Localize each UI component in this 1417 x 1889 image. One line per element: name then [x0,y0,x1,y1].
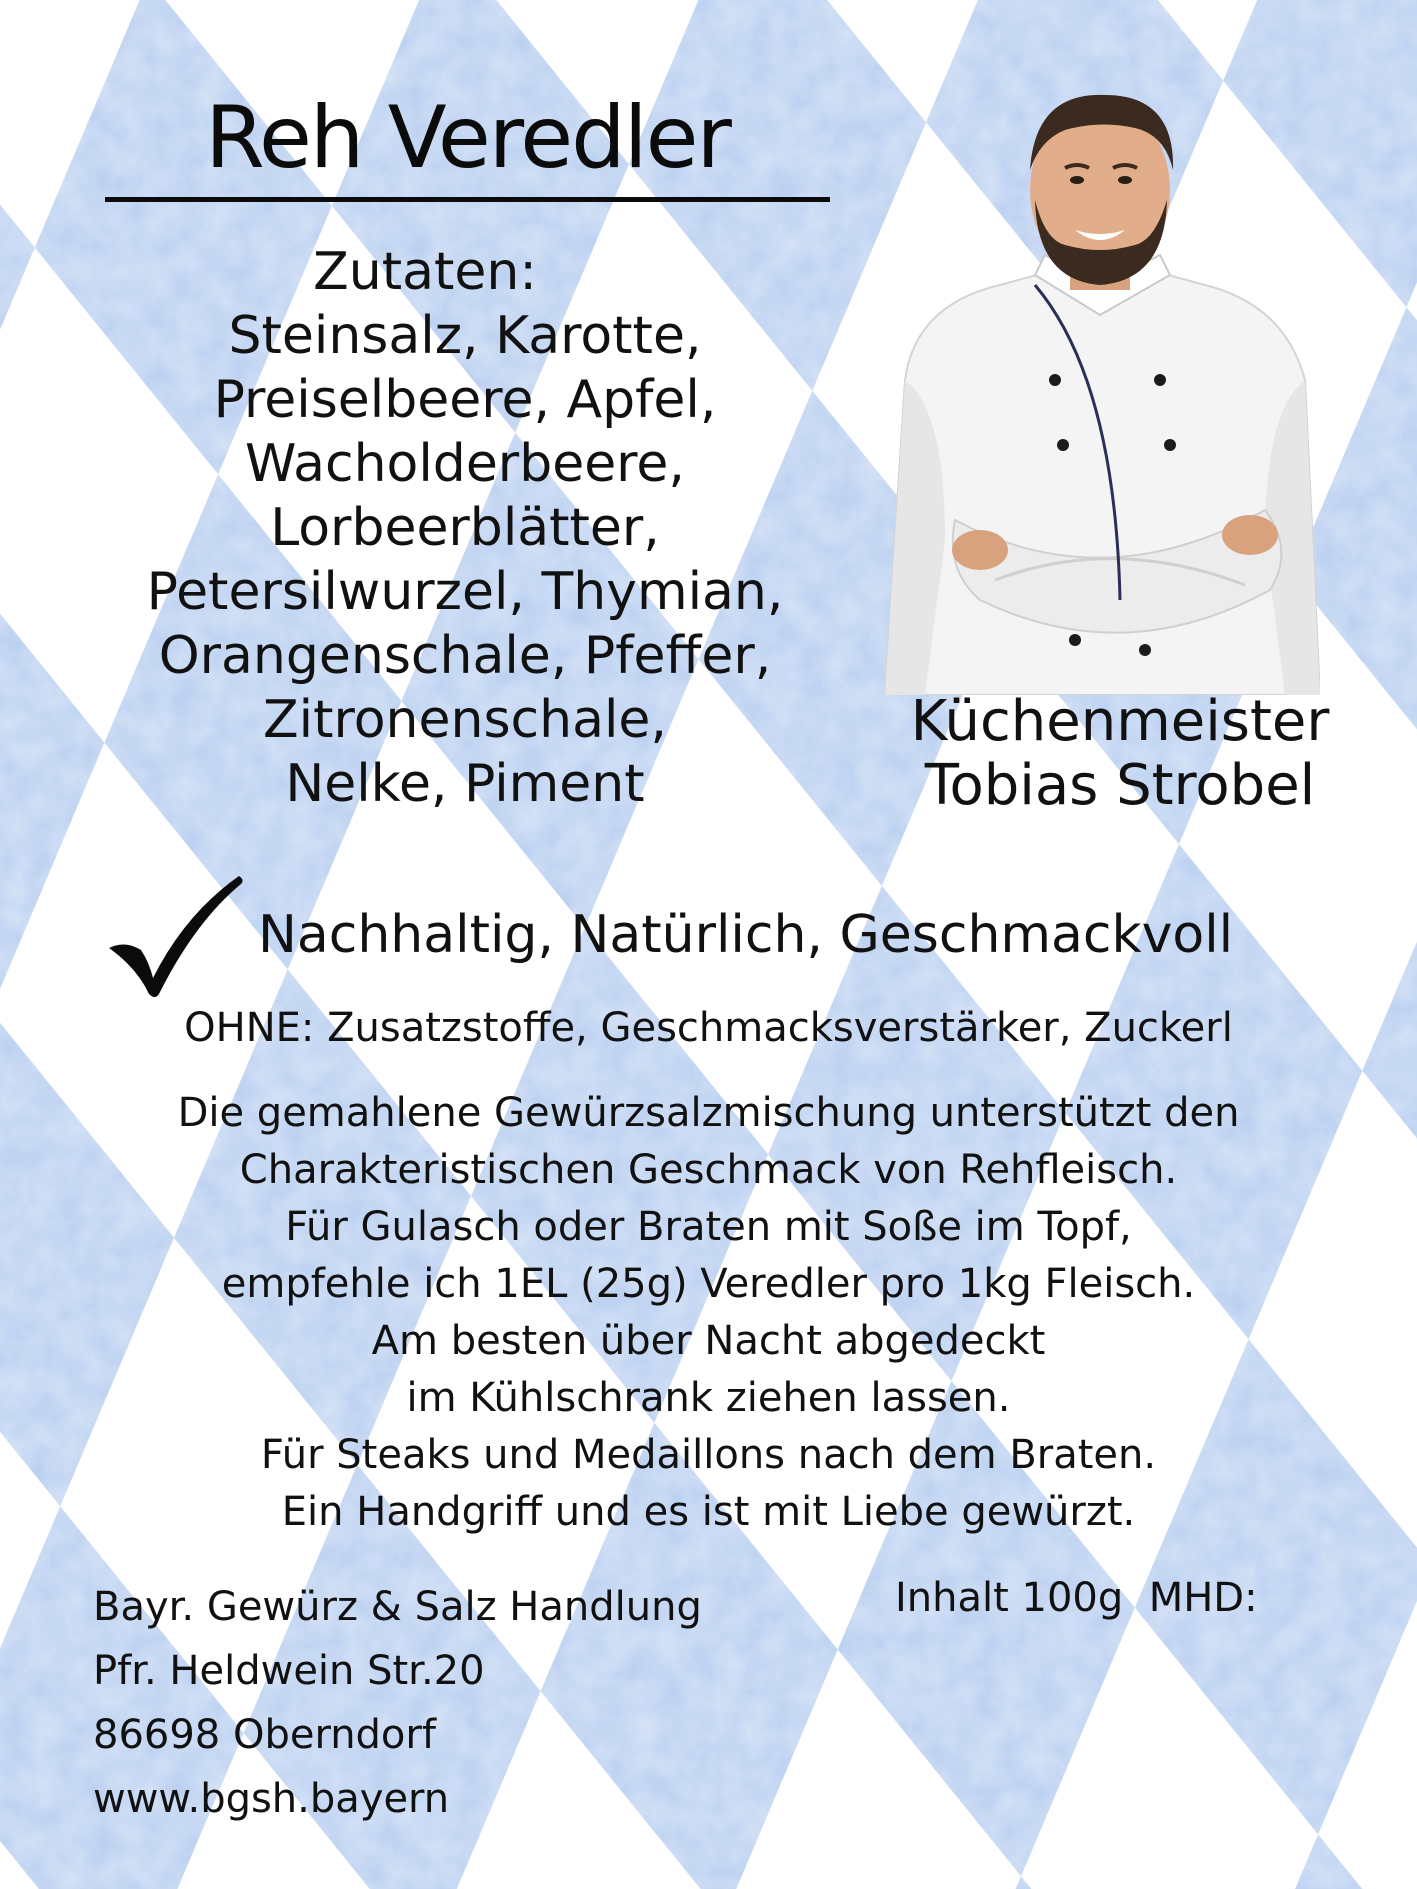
page-title: Reh Veredler [205,88,730,188]
ingredient-line: Steinsalz, Karotte, [228,306,702,366]
ingredient-line: Petersilwurzel, Thymian, [146,562,784,622]
chef-photo [885,80,1320,695]
company-name: Bayr. Gewürz & Salz Handlung [93,1584,702,1630]
description-line: Für Steaks und Medaillons nach dem Braten. [260,1432,1157,1478]
ingredient-line: Nelke, Piment [285,754,645,814]
check-icon [105,870,245,1000]
city: 86698 Oberndorf [93,1712,436,1758]
ohne-statement: OHNE: Zusatzstoffe, Geschmacksverstärker, Zuckerl [184,1005,1233,1051]
description-line: Die gemahlene Gewürzsalzmischung unterstützt den [177,1090,1240,1136]
tagline: Nachhaltig, Natürlich, Geschmackvoll [258,905,1234,965]
description-block [0,1085,1417,1541]
ingredient-line: Preiselbeere, Apfel, [213,370,717,430]
street: Pfr. Heldwein Str.20 [93,1648,485,1694]
ingredient-line: Wacholderbeere, [245,434,685,494]
ingredients-block [110,240,820,816]
content-weight-label: Inhalt 100g MHD: [895,1575,1258,1621]
description-line: empfehle ich 1EL (25g) Veredler pro 1kg Fleisch. [221,1261,1196,1307]
ingredients-heading: Zutaten: [313,242,537,302]
website-link[interactable]: www.bgsh.bayern [93,1776,450,1822]
description-line: Charakteristischen Geschmack von Rehfleisch. [239,1147,1178,1193]
description-line: Für Gulasch oder Braten mit Soße im Topf, [285,1204,1132,1250]
ingredient-line: Zitronenschale, [263,690,667,750]
chef-title: Küchenmeister [910,689,1330,754]
ingredient-line: Orangenschale, Pfeffer, [158,626,772,686]
chef-fullname: Tobias Strobel [924,753,1316,818]
title-underline [105,197,830,202]
description-line: Ein Handgriff und es ist mit Liebe gewürzt. [281,1489,1136,1535]
ingredient-line: Lorbeerblätter, [270,498,660,558]
description-line: Am besten über Nacht abgedeckt [371,1318,1046,1364]
description-line: im Kühlschrank ziehen lassen. [406,1375,1011,1421]
address-block [93,1575,702,1831]
chef-name [880,690,1360,818]
